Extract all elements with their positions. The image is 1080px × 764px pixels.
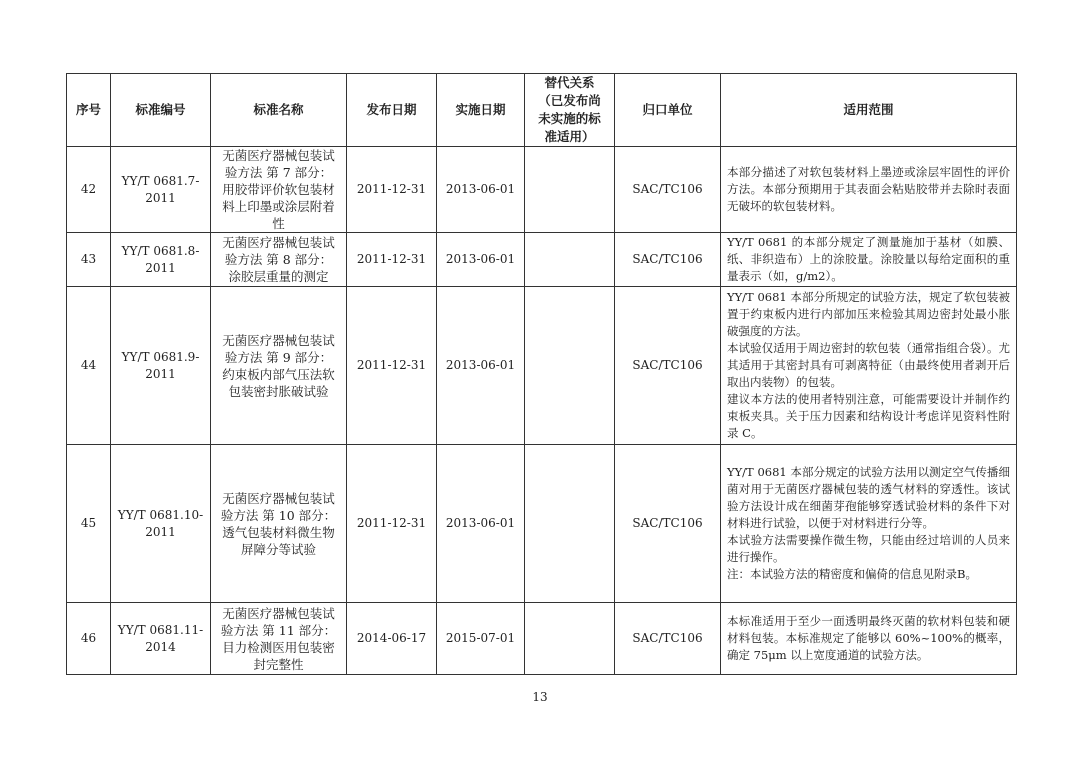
- cell-scope: [721, 147, 1017, 233]
- standards-table: [66, 73, 1017, 675]
- cell-effective-date: 2013-06-01: [437, 233, 525, 287]
- cell-replacement: [525, 147, 615, 233]
- cell-publish-date: 2011-12-31: [347, 445, 437, 603]
- cell-code: YY/T 0681.11-2014: [111, 603, 211, 675]
- cell-replacement: [525, 233, 615, 287]
- cell-seq: 46: [67, 603, 111, 675]
- header-name: 标准名称: [211, 74, 347, 147]
- cell-code: YY/T 0681.8-2011: [111, 233, 211, 287]
- cell-unit: SAC/TC106: [615, 147, 721, 233]
- cell-publish-date: 2014-06-17: [347, 603, 437, 675]
- table-row: [67, 603, 1017, 675]
- table-row: [67, 287, 1017, 445]
- scope-paragraph: 本试验仅适用于周边密封的软包装（通常指组合袋）。尤其适用于其密封具有可剥离特征（由最终使用者剥开后取出内装物）的包装。: [727, 341, 1010, 389]
- cell-seq: 45: [67, 445, 111, 603]
- table-body: [67, 147, 1017, 675]
- page-number: 13: [532, 690, 548, 704]
- cell-scope: [721, 233, 1017, 287]
- cell-seq: 43: [67, 233, 111, 287]
- cell-code: YY/T 0681.10-2011: [111, 445, 211, 603]
- scope-paragraph: 建议本方法的使用者特别注意，可能需要设计并制作约束板夹具。关于压力因素和结构设计考虑详见资料性附录 C。: [727, 392, 1010, 440]
- scope-paragraph: YY/T 0681 本部分所规定的试验方法，规定了软包装被置于约束板内进行内部加压来检验其周边密封处最小胀破强度的方法。: [727, 290, 1010, 338]
- header-seq: 序号: [67, 74, 111, 147]
- cell-seq: 42: [67, 147, 111, 233]
- cell-name: 无菌医疗器械包装试验方法 第 7 部分：用胶带评价软包装材料上印墨或涂层附着性: [211, 147, 347, 233]
- cell-effective-date: 2013-06-01: [437, 445, 525, 603]
- header-unit: 归口单位: [615, 74, 721, 147]
- cell-scope: [721, 603, 1017, 675]
- cell-unit: SAC/TC106: [615, 445, 721, 603]
- cell-code: YY/T 0681.7-2011: [111, 147, 211, 233]
- cell-name: 无菌医疗器械包装试验方法 第 9 部分：约束板内部气压法软包装密封胀破试验: [211, 287, 347, 445]
- scope-paragraph: YY/T 0681 本部分规定的试验方法用以测定空气传播细菌对用于无菌医疗器械包装的透气材料的穿透性。该试验方法设计成在细菌芽孢能够穿透试验材料的条件下对材料进行试验，以便于对材料进行分等。: [727, 465, 1010, 530]
- header-replacement: 替代关系（已发布尚未实施的标准适用）: [525, 74, 615, 147]
- cell-name: 无菌医疗器械包装试验方法 第 11 部分：目力检测医用包装密封完整性: [211, 603, 347, 675]
- scope-paragraph: 本标准适用于至少一面透明最终灭菌的软材料包装和硬材料包装。本标准规定了能够以 60%~100%的概率，确定 75μm 以上宽度通道的试验方法。: [727, 614, 1010, 662]
- scope-paragraph: 本部分描述了对软包装材料上墨迹或涂层牢固性的评价方法。本部分预期用于其表面会粘贴胶带并去除时表面无破坏的软包装材料。: [727, 165, 1010, 213]
- cell-unit: SAC/TC106: [615, 233, 721, 287]
- cell-scope: [721, 445, 1017, 603]
- cell-name: 无菌医疗器械包装试验方法 第 10 部分：透气包装材料微生物屏障分等试验: [211, 445, 347, 603]
- header-publish-date: 发布日期: [347, 74, 437, 147]
- cell-replacement: [525, 603, 615, 675]
- cell-publish-date: 2011-12-31: [347, 147, 437, 233]
- table-row: [67, 445, 1017, 603]
- cell-replacement: [525, 287, 615, 445]
- cell-scope: [721, 287, 1017, 445]
- cell-unit: SAC/TC106: [615, 603, 721, 675]
- cell-unit: SAC/TC106: [615, 287, 721, 445]
- header-scope: 适用范围: [721, 74, 1017, 147]
- table-row: [67, 147, 1017, 233]
- cell-publish-date: 2011-12-31: [347, 233, 437, 287]
- cell-publish-date: 2011-12-31: [347, 287, 437, 445]
- scope-paragraph: 本试验方法需要操作微生物，只能由经过培训的人员来进行操作。: [727, 533, 1010, 564]
- scope-paragraph: YY/T 0681 的本部分规定了测量施加于基材（如膜、纸、非织造布）上的涂胶量。涂胶量以每给定面积的重量表示（如，g/m2）。: [727, 235, 1010, 283]
- scope-paragraph: 注：本试验方法的精密度和偏倚的信息见附录B。: [727, 567, 977, 581]
- header-effective-date: 实施日期: [437, 74, 525, 147]
- header-code: 标准编号: [111, 74, 211, 147]
- header-row: [67, 74, 1017, 147]
- cell-effective-date: 2013-06-01: [437, 147, 525, 233]
- cell-seq: 44: [67, 287, 111, 445]
- cell-effective-date: 2015-07-01: [437, 603, 525, 675]
- cell-replacement: [525, 445, 615, 603]
- table-row: [67, 233, 1017, 287]
- cell-name: 无菌医疗器械包装试验方法 第 8 部分：涂胶层重量的测定: [211, 233, 347, 287]
- cell-effective-date: 2013-06-01: [437, 287, 525, 445]
- cell-code: YY/T 0681.9-2011: [111, 287, 211, 445]
